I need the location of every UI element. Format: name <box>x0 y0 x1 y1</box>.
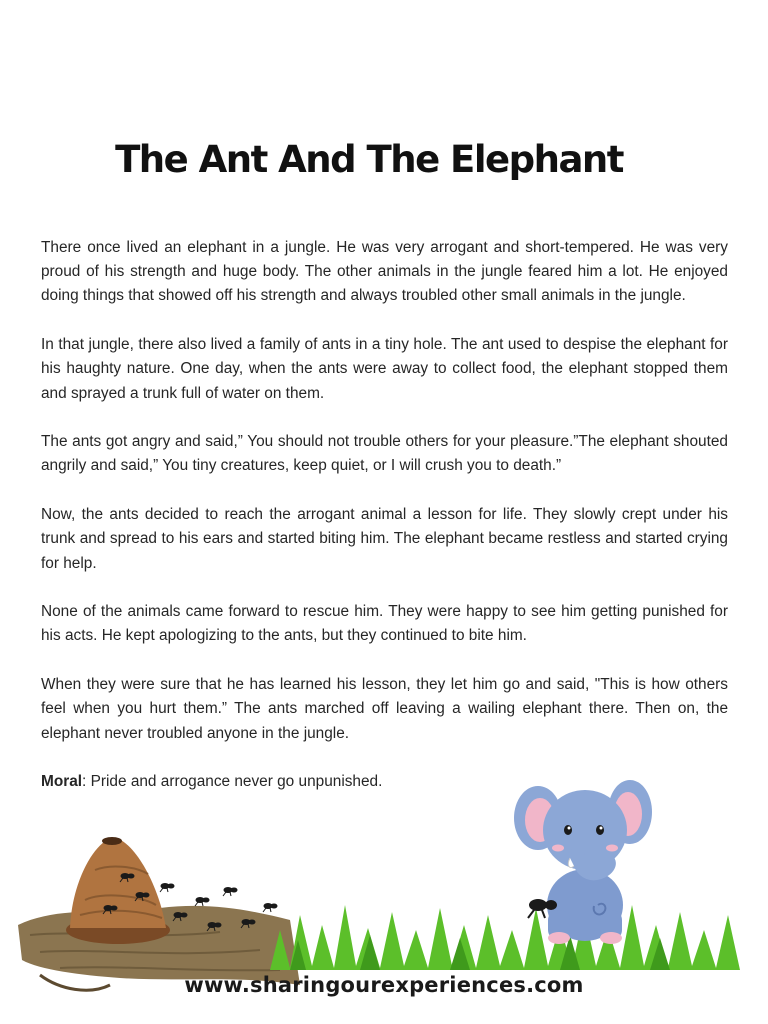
story-paragraph-5: None of the animals came forward to rescue him. They were happy to see him getting punished for his acts. He kept apologizing to the ants, but they continued to bite him. <box>41 603 728 645</box>
grass-icon <box>270 905 740 970</box>
moral-text: Pride and arrogance never go unpunished. <box>90 773 383 791</box>
story-paragraph-3: The ants got angry and said,” You should not trouble others for your pleasure.”The elephant shouted angrily and said,” You tiny creatures, keep quiet, or I will crush you to death.” <box>41 433 728 475</box>
moral-separator: : <box>82 773 91 791</box>
story-paragraph-4: Now, the ants decided to reach the arrogant animal a lesson for life. They slowly crept under his trunk and spread to his ears and started biting him. The elephant became restless and started crying for help. <box>41 506 728 572</box>
story-paragraph-2: In that jungle, there also lived a family of ants in a tiny hole. The ant used to despise the elephant for his haughty nature. One day, when the ants were away to collect food, the elephant stopped them and sprayed a trunk full of water on them. <box>41 336 728 402</box>
story-paragraph-6: When they were sure that he has learned his lesson, they let him go and said, "This is how others feel when you hurt them.” The ants marched off leaving a wailing elephant there. Then on, the elephant never troubled anyone in the jungle. <box>41 676 728 742</box>
moral-label: Moral <box>41 773 83 791</box>
story-paragraph-1: There once lived an elephant in a jungle. He was very arrogant and short-tempered. He was very proud of his strength and huge body. The other animals in the jungle feared him a lot. He enjoyed doing things that showed off his strength and always troubled other small animals in the jungle. <box>41 239 728 305</box>
website-url: www.sharingourexperiences.com <box>184 973 584 997</box>
anthill-icon <box>66 837 170 944</box>
story-title: The Ant And The Elephant <box>115 138 623 181</box>
story-body <box>41 236 728 794</box>
